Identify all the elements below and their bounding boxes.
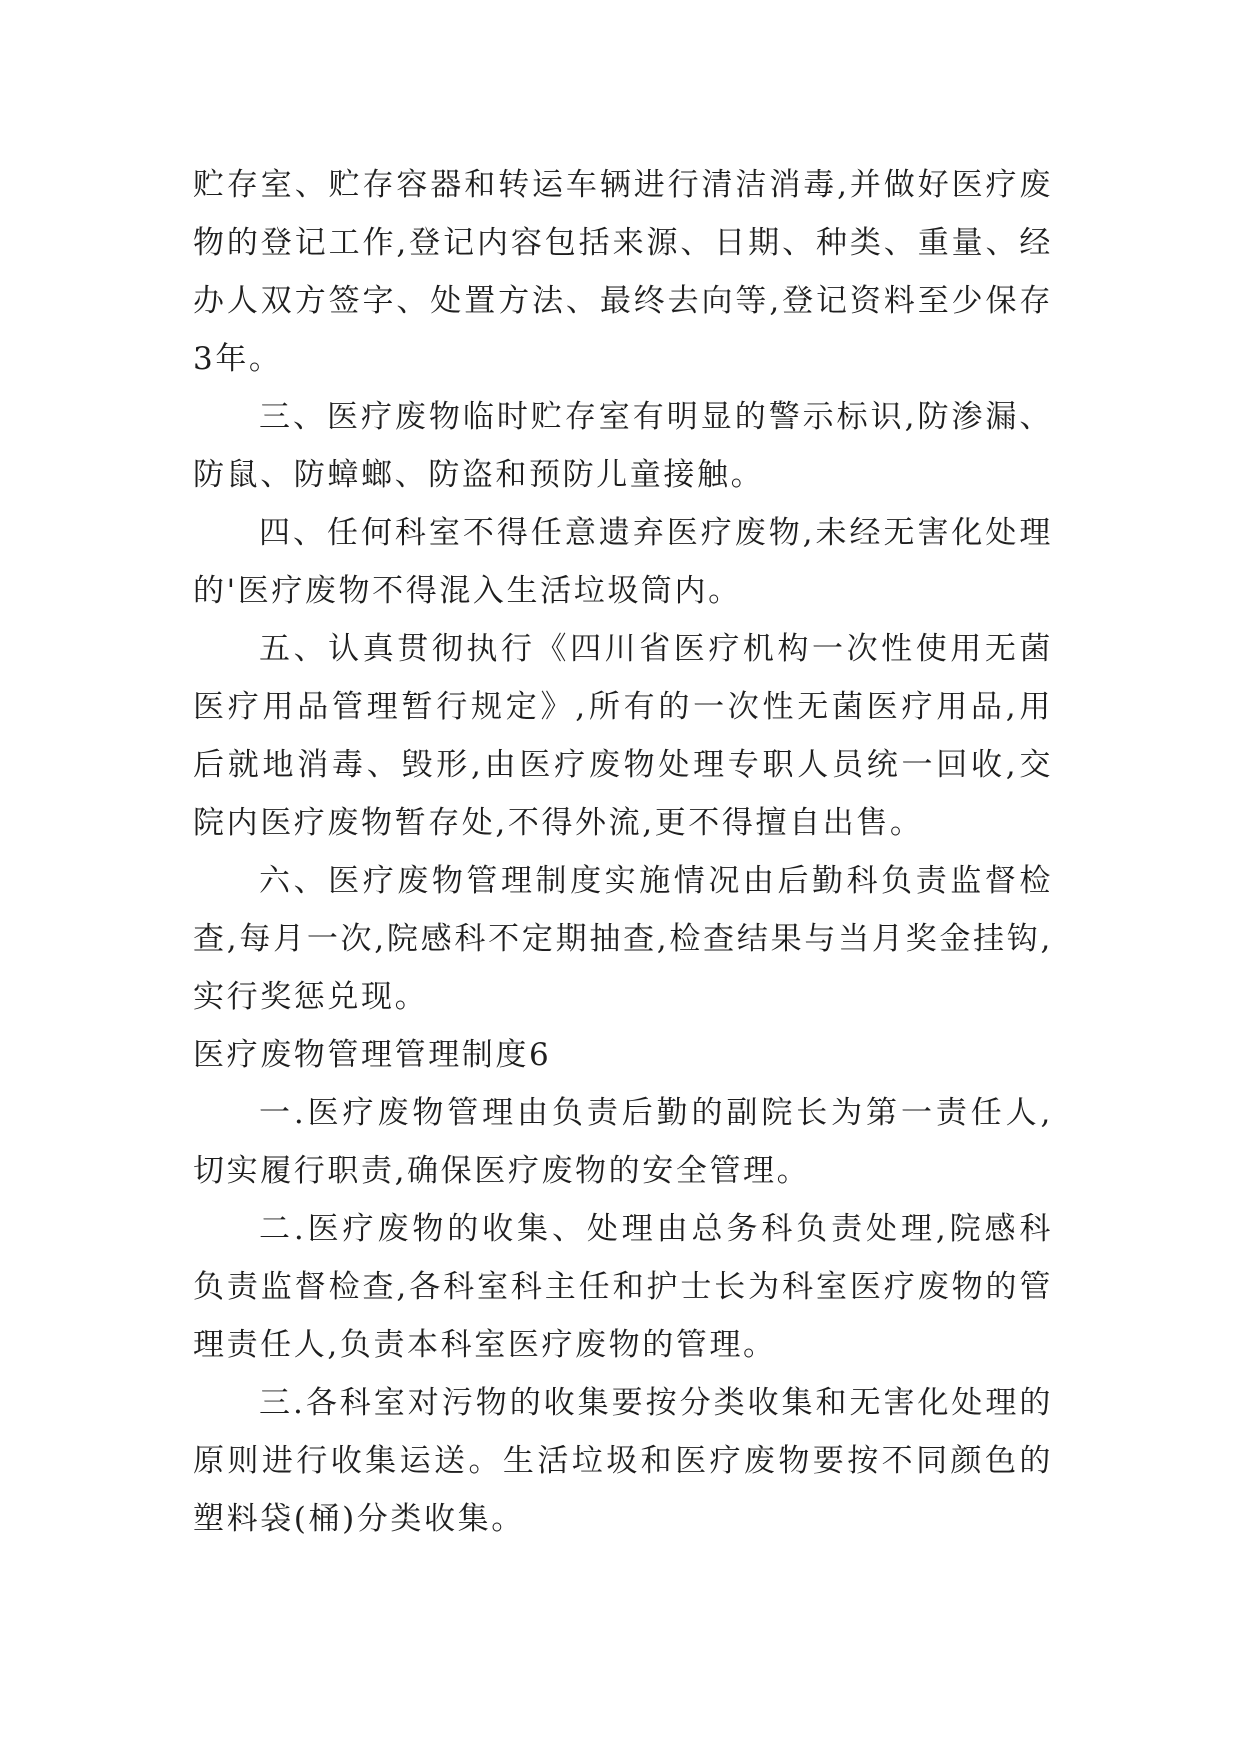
section-paragraph-3: 三.各科室对污物的收集要按分类收集和无害化处理的原则进行收集运送。生活垃圾和医疗废物要按不同颜色的塑料袋(桶)分类收集。 — [193, 1385, 1053, 1537]
paragraph-item-3: 三、医疗废物临时贮存室有明显的警示标识,防渗漏、防鼠、防蟑螂、防盗和预防儿童接触。 — [193, 399, 1053, 493]
section-paragraph-1: 一.医疗废物管理由负责后勤的副院长为第一责任人,切实履行职责,确保医疗废物的安全管理。 — [193, 1095, 1053, 1189]
section-title: 医疗废物管理管理制度6 — [193, 1037, 552, 1073]
paragraph-item-4: 四、任何科室不得任意遗弃医疗废物,未经无害化处理的'医疗废物不得混入生活垃圾筒内。 — [193, 515, 1053, 609]
section-paragraph-2: 二.医疗废物的收集、处理由总务科负责处理,院感科负责监督检查,各科室科主任和护士长为科室医疗废物的管理责任人,负责本科室医疗废物的管理。 — [193, 1211, 1053, 1363]
paragraph-storage-cleaning: 贮存室、贮存容器和转运车辆进行清洁消毒,并做好医疗废物的登记工作,登记内容包括来源、日期、种类、重量、经办人双方签字、处置方法、最终去向等,登记资料至少保存3年。 — [193, 167, 1053, 377]
paragraph-item-5: 五、认真贯彻执行《四川省医疗机构一次性使用无菌医疗用品管理暂行规定》,所有的一次性无菌医疗用品,用后就地消毒、毁形,由医疗废物处理专职人员统一回收,交院内医疗废物暂存处,不得外流,更不得擅自出售。 — [193, 631, 1053, 841]
document-body — [193, 156, 1053, 1548]
paragraph-item-6: 六、医疗废物管理制度实施情况由后勤科负责监督检查,每月一次,院感科不定期抽查,检查结果与当月奖金挂钩,实行奖惩兑现。 — [193, 863, 1053, 1015]
